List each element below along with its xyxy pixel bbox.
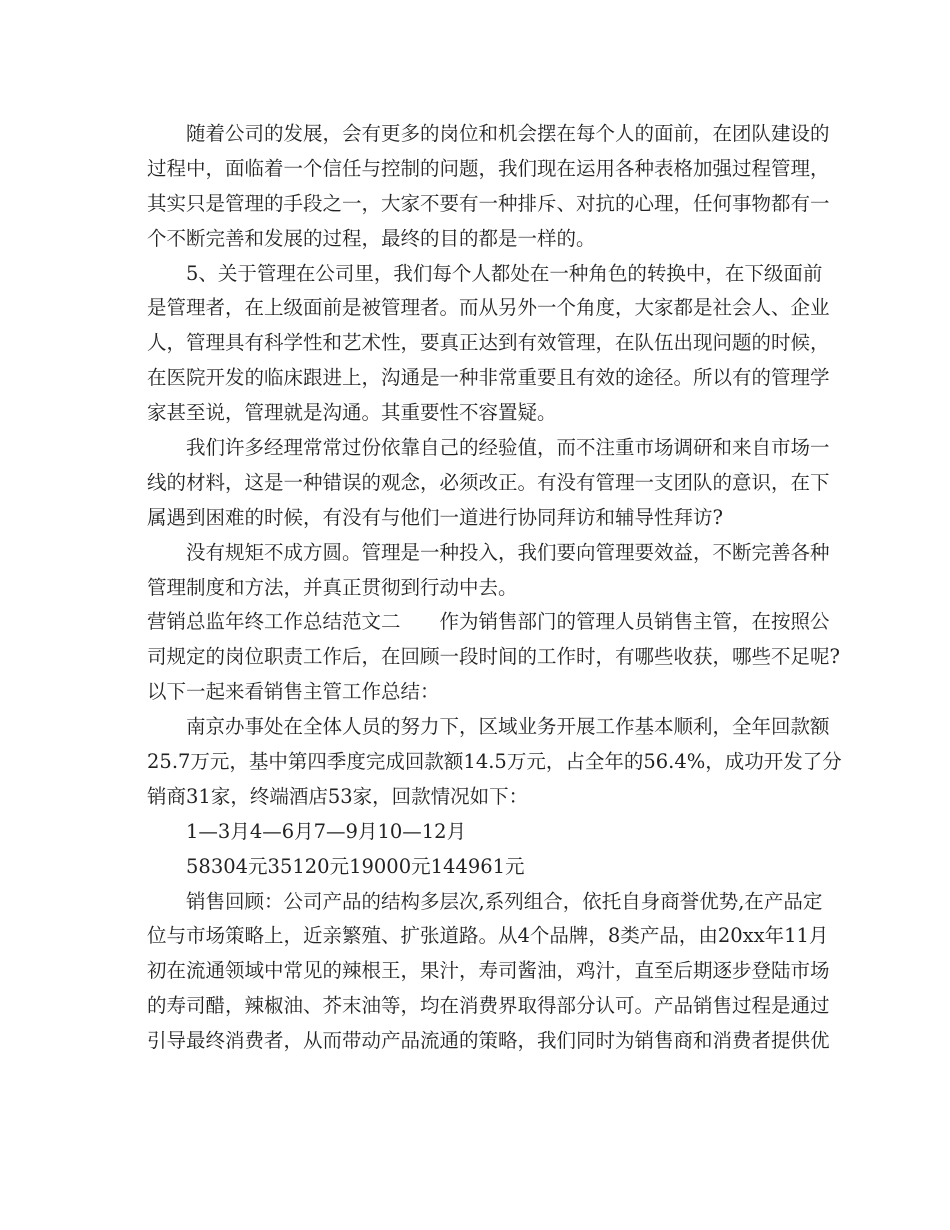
paragraph: [147, 536, 830, 606]
paragraph: [147, 815, 827, 850]
paragraph: [147, 850, 827, 885]
text-line: 位与市场策略上，近亲繁殖、扩张道路。从4个品牌，8类产品，由20xx年11月: [147, 924, 829, 948]
text-line: 人，管理具有科学性和艺术性，要真正达到有效管理，在队伍出现问题的时候，: [147, 331, 830, 355]
text-line: 销售回顾：公司产品的结构多层次,系列组合，依托自身商誉优势,在产品定: [186, 889, 823, 913]
paragraph: [147, 257, 830, 431]
text-line: 其实只是管理的手段之一，大家不要有一种排斥、对抗的心理，任何事物都有一: [147, 191, 830, 215]
paragraph: [147, 710, 842, 815]
text-line: 管理制度和方法，并真正贯彻到行动中去。: [147, 575, 518, 599]
text-line: 5、关于管理在公司里，我们每个人都处在一种角色的转换中，在下级面前: [186, 261, 823, 285]
text-line: 是管理者，在上级面前是被管理者。而从另外一个角度，大家都是社会人、企业: [147, 296, 830, 320]
text-line: 1—3月4—6月7—9月10—12月: [186, 819, 467, 843]
text-line: 南京办事处在全体人员的努力下，区域业务开展工作基本顺利，全年回款额: [186, 715, 830, 739]
text-line: 我们许多经理常常过份依靠自己的经验值，而不注重市场调研和来自市场一: [186, 436, 830, 460]
document-body: [147, 117, 842, 1059]
text-line: 引导最终消费者，从而带动产品流通的策略，我们同时为销售商和消费者提供优: [147, 1029, 830, 1053]
text-line: 以下一起来看销售主管工作总结：: [147, 680, 440, 704]
paragraph: [147, 605, 840, 710]
text-line: 过程中，面临着一个信任与控制的问题，我们现在运用各种表格加强过程管理，: [147, 156, 830, 180]
text-line: 在医院开发的临床跟进上，沟通是一种非常重要且有效的途径。所以有的管理学: [147, 366, 830, 390]
paragraph: [147, 885, 830, 1059]
text-line: 销商31家，终端酒店53家，回款情况如下：: [147, 784, 529, 808]
text-line: 线的材料，这是一种错误的观念，必须改正。有没有管理一支团队的意识，在下: [147, 470, 830, 494]
text-line: 没有规矩不成方圆。管理是一种投入，我们要向管理要效益，不断完善各种: [186, 540, 830, 564]
text-line: 司规定的岗位职责工作后，在回顾一段时间的工作时，有哪些收获，哪些不足呢?: [147, 645, 840, 669]
text-line: 营销总监年终工作总结范文二 作为销售部门的管理人员销售主管，在按照公: [147, 610, 830, 634]
text-line: 25.7万元，基中第四季度完成回款额14.5万元，占全年的56.4%，成功开发了分: [147, 750, 842, 774]
text-line: 家甚至说，管理就是沟通。其重要性不容置疑。: [147, 401, 557, 425]
text-line: 属遇到困难的时候，有没有与他们一道进行协同拜访和辅导性拜访?: [147, 505, 723, 529]
text-line: 58304元35120元19000元144961元: [186, 854, 525, 878]
text-line: 个不断完善和发展的过程，最终的目的都是一样的。: [147, 226, 596, 250]
text-line: 初在流通领域中常见的辣根王，果汁，寿司酱油，鸡汁，直至后期逐步登陆市场: [147, 959, 830, 983]
paragraph: [147, 431, 830, 536]
text-line: 随着公司的发展，会有更多的岗位和机会摆在每个人的面前，在团队建设的: [186, 122, 830, 145]
paragraph: [147, 117, 830, 257]
text-line: 的寿司醋，辣椒油、芥末油等，均在消费界取得部分认可。产品销售过程是通过: [147, 994, 830, 1018]
